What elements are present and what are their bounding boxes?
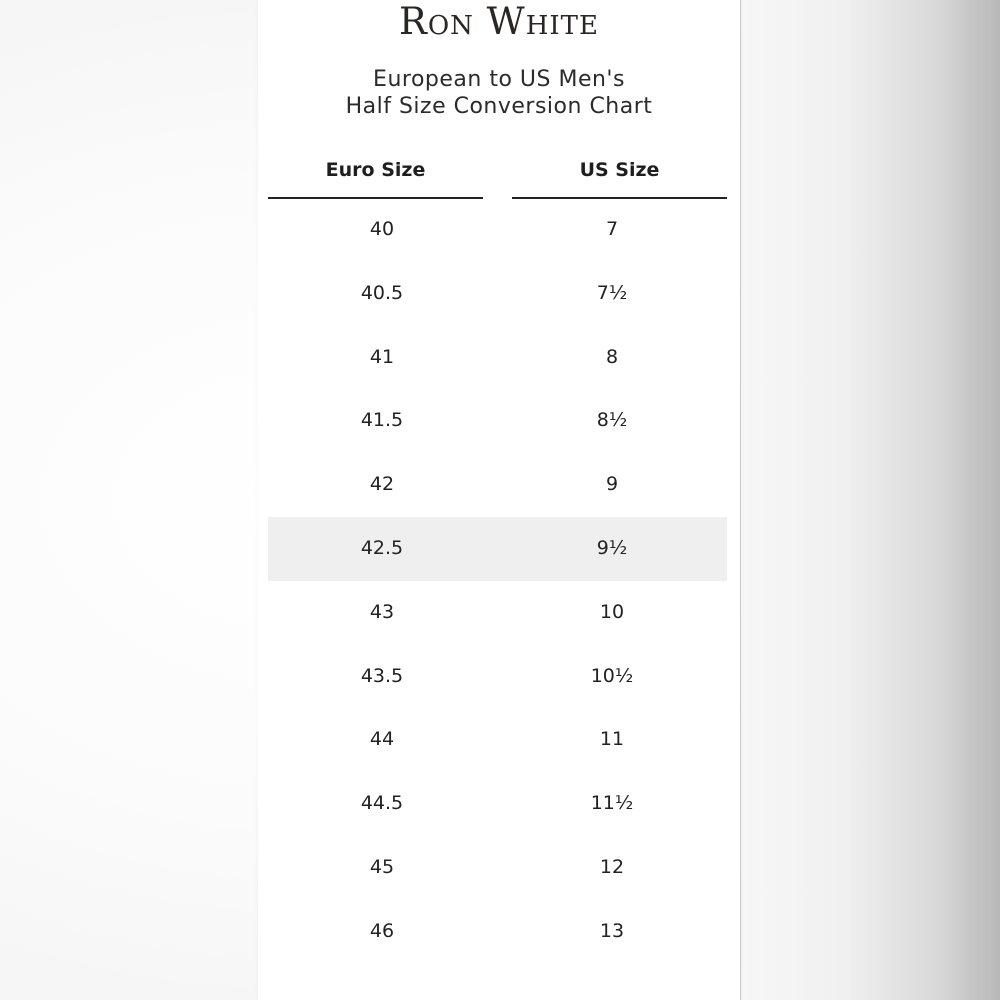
table-row bbox=[268, 581, 727, 645]
table-row bbox=[268, 453, 727, 517]
us-size-cell: 7 bbox=[605, 218, 619, 240]
table-row bbox=[268, 262, 727, 326]
us-size-cell: 13 bbox=[599, 919, 625, 942]
euro-size-header: Euro Size bbox=[268, 154, 483, 199]
us-size-cell: 11 bbox=[599, 728, 625, 751]
us-size-header: US Size bbox=[512, 154, 727, 199]
us-size-cell: 10½ bbox=[590, 664, 634, 687]
chart-title bbox=[258, 66, 740, 120]
euro-size-cell: 44.5 bbox=[360, 792, 404, 815]
euro-size-cell: 46 bbox=[369, 919, 395, 942]
us-size-cell: 7½ bbox=[596, 281, 628, 304]
table-row bbox=[268, 708, 727, 772]
us-size-cell: 8 bbox=[605, 345, 619, 368]
table-header bbox=[268, 154, 727, 198]
brand-logo: Ron White bbox=[399, 0, 599, 43]
euro-size-cell: 43.5 bbox=[360, 664, 404, 687]
table-row bbox=[268, 772, 727, 836]
euro-size-cell: 40 bbox=[369, 218, 395, 240]
us-size-cell: 8½ bbox=[596, 409, 628, 432]
table-row bbox=[268, 198, 727, 262]
us-size-cell: 10 bbox=[599, 600, 625, 623]
euro-size-cell: 45 bbox=[369, 855, 395, 878]
us-size-cell: 12 bbox=[599, 855, 625, 878]
euro-size-cell: 43 bbox=[369, 600, 395, 623]
us-size-cell: 11½ bbox=[590, 792, 634, 815]
chart-title-line-2: Half Size Conversion Chart bbox=[345, 94, 653, 119]
table-row bbox=[268, 836, 727, 900]
euro-size-cell: 41.5 bbox=[360, 409, 404, 432]
euro-size-cell: 41 bbox=[369, 345, 395, 368]
conversion-table-body bbox=[268, 198, 727, 964]
size-chart-card bbox=[258, 0, 741, 1000]
table-row bbox=[268, 389, 727, 453]
table-row bbox=[268, 900, 727, 964]
euro-size-cell: 40.5 bbox=[360, 281, 404, 304]
us-size-cell: 9½ bbox=[596, 536, 628, 559]
euro-size-cell: 44 bbox=[369, 728, 395, 751]
us-size-cell: 9 bbox=[605, 473, 619, 496]
euro-size-cell: 42 bbox=[369, 473, 395, 496]
chart-title-line-1: European to US Men's bbox=[373, 67, 625, 92]
euro-size-cell: 42.5 bbox=[360, 536, 404, 559]
table-row bbox=[268, 645, 727, 709]
table-row bbox=[268, 326, 727, 390]
background-shade bbox=[742, 0, 1000, 1000]
table-row bbox=[268, 517, 727, 581]
